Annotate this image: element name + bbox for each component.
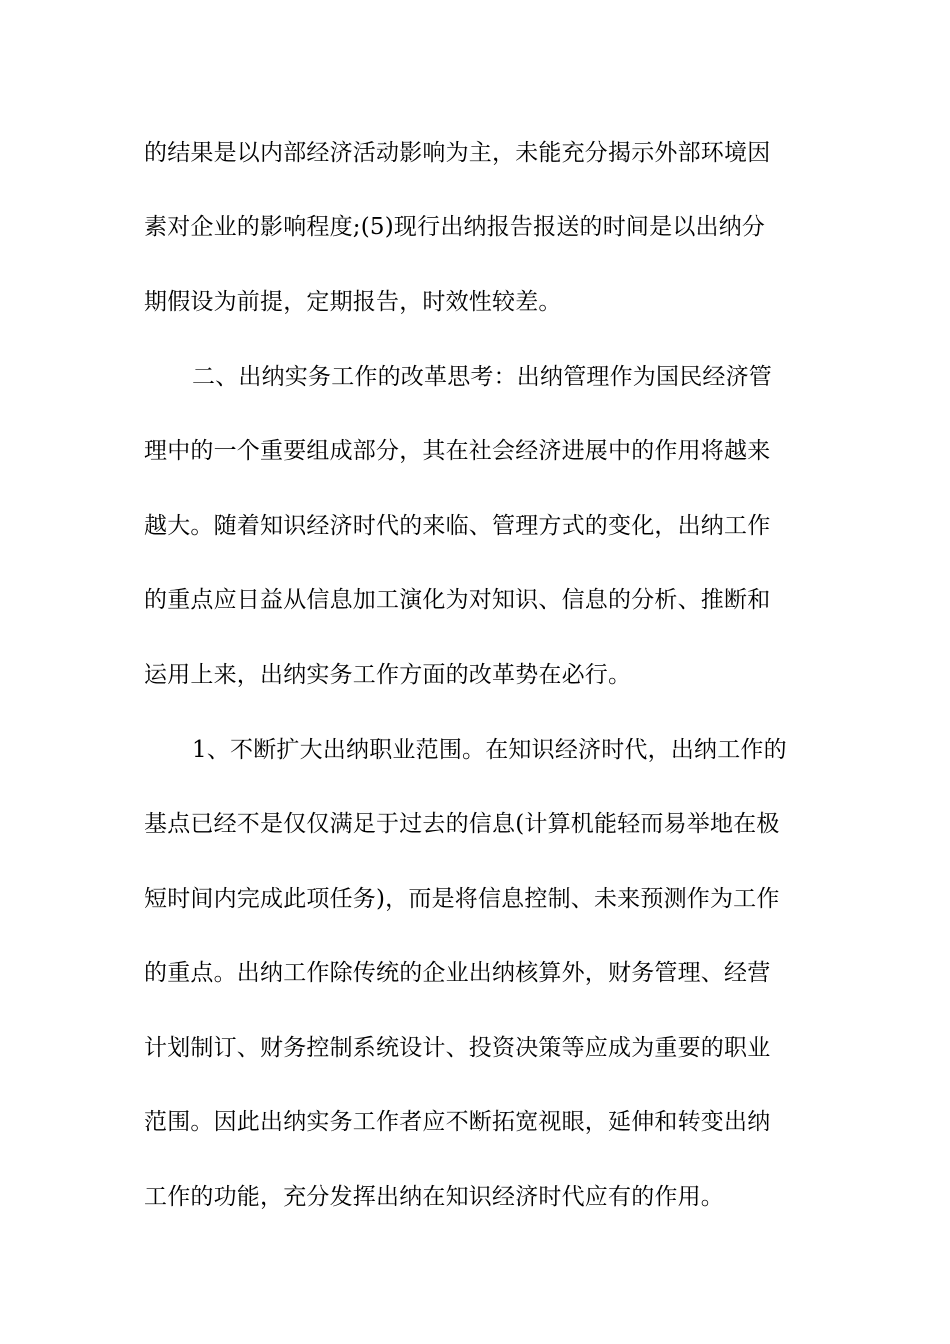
text-line: 运用上来，出纳实务工作方面的改革势在必行。	[144, 662, 632, 688]
text-line: 范围。因此出纳实务工作者应不断拓宽视眼，延伸和转变出纳	[144, 1109, 771, 1135]
text-line: 理中的一个重要组成部分，其在社会经济进展中的作用将越来	[144, 438, 771, 464]
text-line: 的重点应日益从信息加工演化为对知识、信息的分析、推断和	[144, 587, 771, 613]
text-line: 工作的功能，充分发挥出纳在知识经济时代应有的作用。	[144, 1184, 724, 1210]
text-line: 计划制订、财务控制系统设计、投资决策等应成为重要的职业	[144, 1035, 771, 1061]
paragraph-start-line: 1、不断扩大出纳职业范围。在知识经济时代，出纳工作的	[192, 737, 787, 763]
text-line: 基点已经不是仅仅满足于过去的信息(计算机能轻而易举地在极	[144, 811, 780, 837]
text-line: 的结果是以内部经济活动影响为主，未能充分揭示外部环境因	[144, 140, 771, 166]
text-line: 短时间内完成此项任务)，而是将信息控制、未来预测作为工作	[144, 886, 780, 912]
text-line: 期假设为前提，定期报告，时效性较差。	[144, 289, 562, 315]
text-line: 越大。随着知识经济时代的来临、管理方式的变化，出纳工作	[144, 513, 771, 539]
text-line: 素对企业的影响程度;(5)现行出纳报告报送的时间是以出纳分	[144, 214, 766, 240]
text-line: 的重点。出纳工作除传统的企业出纳核算外，财务管理、经营	[144, 960, 771, 986]
paragraph-start-line: 二、出纳实务工作的改革思考：出纳管理作为国民经济管	[192, 364, 772, 390]
